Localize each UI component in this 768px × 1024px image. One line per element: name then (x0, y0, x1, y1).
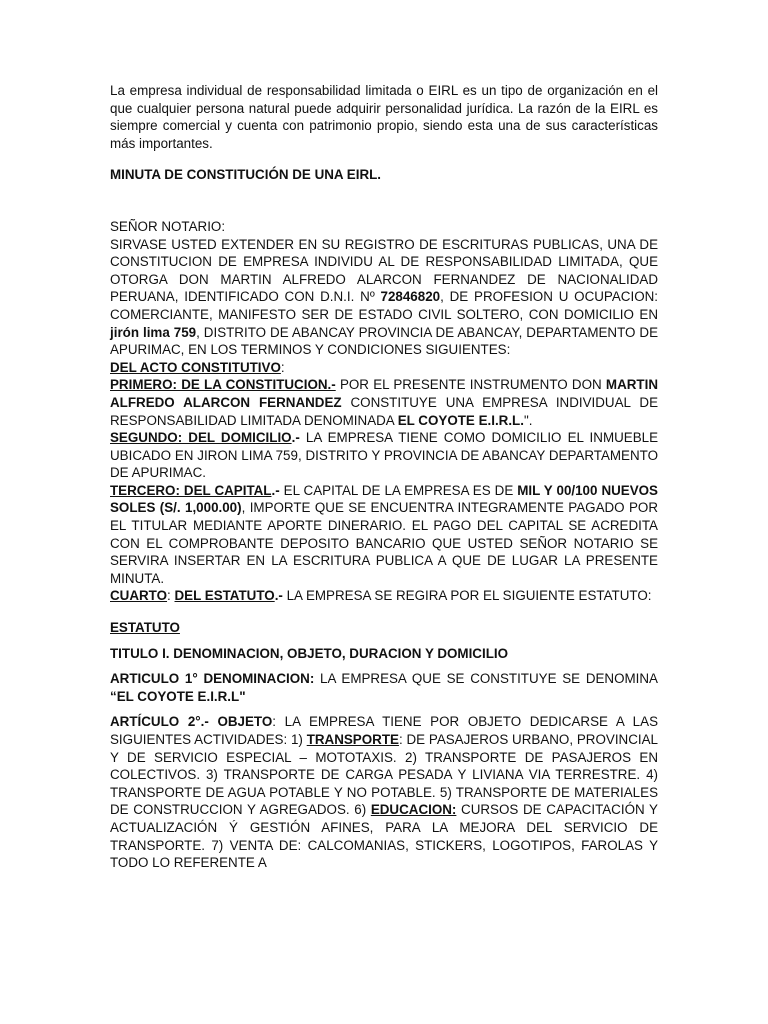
domicile-address: jirón lima 759 (110, 324, 197, 340)
titulo-1-heading: TITULO I. DENOMINACION, OBJETO, DURACION Y DOMICILIO (110, 645, 509, 661)
art1-text: LA EMPRESA QUE SE CONSTITUYE SE DENOMINA (314, 671, 658, 687)
acto-constitutivo (110, 359, 658, 377)
request-text-3: , DISTRITO DE ABANCAY PROVINCIA DE ABANCAY, DEPARTAMENTO DE APURIMAC, EN LOS TERMINOS Y CONDICIONES SIGUIENTES: (110, 324, 659, 358)
request-text-2: , DE PROFESION U OCUPACION: COMERCIANTE, MANIFESTO SER DE ESTADO CIVIL SOLTERO, CON DOMICILIO EN (110, 289, 659, 322)
clause-tercero (110, 482, 658, 588)
articulo-1 (110, 670, 658, 705)
art1-name: “EL COYOTE E.I.R.L" (110, 688, 246, 704)
cuarto-colon: : (167, 588, 175, 604)
primero-label: PRIMERO: DE LA CONSTITUCION.- (110, 377, 336, 393)
owner-name: MARTIN ALFREDO ALARCON FERNANDEZ (110, 377, 658, 410)
art2-text-3: CURSOS DE CAPACITACIÓN Y ACTUALIZACIÓN Ý GESTIÓN AFINES, PARA LA MEJORA DEL SERVICIO DE TRANSPORTE. 7) VENTA DE: CALCOMANIAS, STICKERS, LOGOTIPOS, FAROLAS Y TODO LO REFERENTE A (110, 802, 658, 871)
document-page (110, 82, 658, 872)
primero-text-2: CONSTITUYE UNA EMPRESA INDIVIDUAL DE RESPONSABILIDAD LIMITADA DENOMINADA (110, 394, 658, 428)
intro-paragraph: La empresa individual de responsabilidad limitada o EIRL es un tipo de organización en el que cualquier persona natural puede adquirir personalidad jurídica. La razón de la EIRL es siempre comercial y cuenta con patrimonio propio, siendo esta una de sus características más importantes. (110, 83, 658, 151)
art2-text-2: : DE PASAJEROS URBANO, PROVINCIAL Y DE SERVICIO ESPECIAL – MOTOTAXIS. 2) TRANSPORTE DE PASAJEROS EN COLECTIVOS. 3) TRANSPORTE DE CARGA PESADA Y LIVIANA VIA TERRESTRE. 4) TRANSPORTE DE AGUA POTABLE Y NO POTABLE. 5) TRANSPORTE DE MATERIALES DE CONSTRUCCION Y AGREGADOS. 6) (110, 732, 658, 818)
primero-text-3: ". (523, 412, 533, 428)
dni-number: 72846820 (380, 289, 441, 305)
clause-primero (110, 376, 658, 429)
art1-label: ARTICULO 1° DENOMINACION: (110, 671, 315, 687)
tercero-text-1: EL CAPITAL DE LA EMPRESA ES DE (279, 482, 518, 498)
segundo-text: LA EMPRESA TIENE COMO DOMICILIO EL INMUEBLE UBICADO EN JIRON LIMA 759, DISTRITO Y PROVINCIA DE ABANCAY DEPARTAMENTO DE APURIMAC. (110, 430, 659, 481)
primero-text-1: POR EL PRESENTE INSTRUMENTO DON (335, 377, 606, 393)
art2-text-1: : LA EMPRESA TIENE POR OBJETO DEDICARSE A LAS SIGUIENTES ACTIVIDADES: 1) (110, 714, 658, 747)
segundo-dash: .- (291, 430, 300, 446)
document-heading: MINUTA DE CONSTITUCIÓN DE UNA EIRL. (110, 167, 382, 183)
tercero-dash: .- (271, 482, 280, 498)
articulo-2 (110, 713, 658, 871)
educacion-label: EDUCACION: (370, 802, 457, 818)
clause-segundo (110, 429, 658, 482)
segundo-label: SEGUNDO: DEL DOMICILIO (110, 430, 292, 446)
estatuto-heading: ESTATUTO (110, 620, 180, 636)
cuarto-dash: .- (274, 588, 283, 604)
request-text-1: SIRVASE USTED EXTENDER EN SU REGISTRO DE ESCRITURAS PUBLICAS, UNA DE CONSTITUCION DE EMPRESA INDIVIDU AL DE RESPONSABILIDAD LIMITADA, QUE OTORGA DON MARTIN ALFREDO ALARCON FERNANDEZ DE NACIONALIDAD PERUANA, IDENTIFICADO CON D.N.I. Nº (110, 236, 658, 305)
art2-label: ARTÍCULO 2°.- OBJETO (110, 714, 273, 730)
transporte-label: TRANSPORTE (306, 732, 399, 747)
acto-colon: : (280, 359, 285, 375)
acto-constitutivo-label: DEL ACTO CONSTITUTIVO (110, 359, 281, 375)
clause-cuarto (110, 587, 658, 605)
company-name: EL COYOTE E.I.R.L. (397, 412, 524, 428)
cuarto-text: LA EMPRESA SE REGIRA POR EL SIGUIENTE ESTATUTO: (282, 588, 652, 604)
request-paragraph (110, 236, 658, 359)
tercero-label: TERCERO: DEL CAPITAL (110, 482, 272, 498)
salutation: SEÑOR NOTARIO: (110, 218, 226, 234)
capital-amount: MIL Y 00/100 NUEVOS SOLES (S/. 1,000.00) (110, 482, 658, 516)
tercero-text-2: , IMPORTE QUE SE ENCUENTRA INTEGRAMENTE PAGADO POR EL TITULAR MEDIANTE APORTE DINERARIO. EL PAGO DEL CAPITAL SE ACREDITA CON EL COMPROBANTE DEPOSITO BANCARIO QUE USTED SEÑOR NOTARIO SE SERVIRA INSERTAR EN LA ESCRITURA PUBLICA A QUE DE LUGAR LA PRESENTE MINUTA. (110, 500, 658, 586)
cuarto-label-2: DEL ESTATUTO (174, 588, 275, 604)
cuarto-label: CUARTO (110, 588, 168, 604)
